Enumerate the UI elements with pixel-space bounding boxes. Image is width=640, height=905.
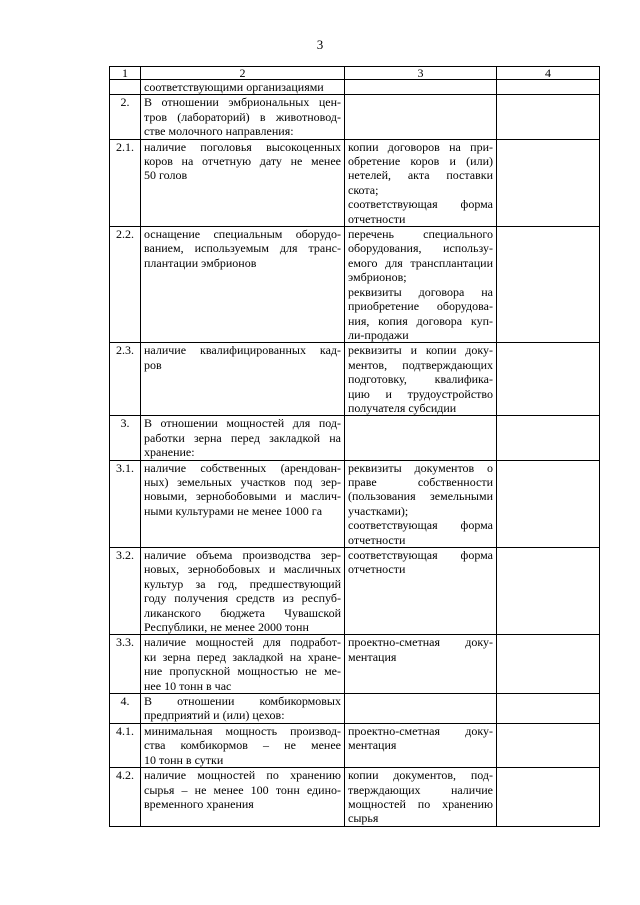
row-number-cell: 4.1. <box>110 723 141 767</box>
documents-cell <box>345 460 497 547</box>
cell-text-line: наличие объема производства зер- <box>144 548 341 562</box>
row-number-cell: 3.3. <box>110 635 141 694</box>
documents-cell <box>345 723 497 767</box>
cell-text-line: новыми, зернобобовыми и маслич- <box>144 489 341 504</box>
cell-text-line: реквизиты договора на <box>348 284 493 299</box>
criterion-cell <box>141 139 345 226</box>
row-number-cell: 3. <box>110 416 141 460</box>
cell-text-line: В отношении мощностей для под- <box>144 416 341 431</box>
cell-text-line: отчетности <box>348 562 406 577</box>
cell-text-line: эмбрионов; <box>348 270 407 285</box>
cell-text-line: минимальная мощность производ- <box>144 723 341 738</box>
cell-text-line: соответствующая форма <box>348 197 493 212</box>
cell-text-line: подготовку, квалифика- <box>348 372 493 387</box>
cell-text-line: году получения средств из респуб- <box>144 591 341 606</box>
cell-text-line: цию и трудоустройство <box>348 386 493 401</box>
notes-cell <box>497 548 600 635</box>
cell-text-line: работки зерна перед закладкой на <box>144 430 341 445</box>
table-row <box>110 227 600 343</box>
cell-text-line: наличие собственных (арендован- <box>144 460 341 475</box>
notes-cell <box>497 416 600 460</box>
table-row <box>110 723 600 767</box>
cell-text-line: ментация <box>348 738 397 753</box>
cell-text-line: тверждающих наличие <box>348 782 493 797</box>
cell-text-line: сырья – не менее 100 тонн едино- <box>144 782 341 797</box>
cell-text-line: ментация <box>348 649 397 664</box>
cell-text-line: соответствующими организациями <box>144 80 324 94</box>
cell-text-line: ние пропускной мощностью не ме- <box>144 664 341 679</box>
cell-text-line: ментов, подтверждающих <box>348 357 493 372</box>
cell-text-line: оборудования, использу- <box>348 241 493 256</box>
cell-text-line: наличие мощностей по хранению <box>144 768 341 783</box>
cell-text-line: мощностей по хранению <box>348 796 493 811</box>
criterion-cell <box>141 227 345 343</box>
table-row <box>110 416 600 460</box>
row-number-cell: 3.1. <box>110 460 141 547</box>
cell-text-line: В отношении эмбриональных цен- <box>144 95 341 110</box>
row-number-cell <box>110 80 141 95</box>
row-number-cell: 3.2. <box>110 548 141 635</box>
cell-text-line: праве собственности <box>348 474 493 489</box>
cell-text-line: ли-продажи <box>348 327 409 342</box>
row-number-cell: 2.3. <box>110 343 141 416</box>
notes-cell <box>497 95 600 139</box>
cell-text-line: получателя субсидии <box>348 400 457 415</box>
notes-cell <box>497 343 600 416</box>
cell-text-line: проектно-сметная доку- <box>348 635 493 650</box>
notes-cell <box>497 460 600 547</box>
documents-cell <box>345 635 497 694</box>
criterion-cell <box>141 343 345 416</box>
cell-text-line: временного хранения <box>144 796 254 811</box>
cell-text-line: коров на отчетную дату не менее <box>144 154 341 169</box>
cell-text-line: ванием, используемым для транс- <box>144 241 341 256</box>
cell-text-line: наличие поголовья высокоценных <box>144 139 341 154</box>
cell-text-line: плантации эмбрионов <box>144 255 257 270</box>
notes-cell <box>497 768 600 827</box>
row-number-cell: 2.1. <box>110 139 141 226</box>
cell-text-line: культур за год, предшествующий <box>144 576 341 591</box>
criterion-cell <box>141 548 345 635</box>
criterion-cell <box>141 416 345 460</box>
criterion-cell <box>141 723 345 767</box>
notes-cell <box>497 139 600 226</box>
cell-text-line: ства комбикормов – не менее <box>144 738 341 753</box>
cell-text-line: реквизиты и копии доку- <box>348 343 493 358</box>
cell-text-line: копии договоров на при- <box>348 139 493 154</box>
documents-cell <box>345 768 497 827</box>
cell-text-line: наличие мощностей для подработ- <box>144 635 341 650</box>
table-row <box>110 635 600 694</box>
row-number-cell: 2. <box>110 95 141 139</box>
cell-text-line: ров <box>144 357 162 372</box>
notes-cell <box>497 635 600 694</box>
table-row <box>110 80 600 95</box>
notes-cell <box>497 227 600 343</box>
cell-text-line: ния, копия договора куп- <box>348 313 493 328</box>
table-row <box>110 343 600 416</box>
cell-text-line: копии документов, под- <box>348 768 493 783</box>
notes-cell <box>497 723 600 767</box>
cell-text-line: предприятий и (или) цехов: <box>144 708 285 723</box>
column-header-4: 4 <box>497 67 600 80</box>
cell-text-line: (пользования земельными <box>348 489 493 504</box>
table-row <box>110 548 600 635</box>
cell-text-line: новых, зернобобовых и масличных <box>144 562 341 577</box>
column-header-2: 2 <box>141 67 345 80</box>
cell-text-line: тров (лабораторий) в животновод- <box>144 109 341 124</box>
table-row <box>110 768 600 827</box>
cell-text-line: стве молочного направления: <box>144 124 294 139</box>
cell-text-line: приобретение оборудова- <box>348 299 493 314</box>
cell-text-line: отчетности <box>348 211 406 226</box>
cell-text-line: ликанского бюджета Чувашской <box>144 605 341 620</box>
cell-text-line: обретение коров и (или) <box>348 154 493 169</box>
column-header-3: 3 <box>345 67 497 80</box>
cell-text-line: В отношении комбикормовых <box>144 694 341 709</box>
documents-cell <box>345 694 497 724</box>
cell-text-line: сырья <box>348 811 379 826</box>
requirements-table <box>109 66 600 827</box>
cell-text-line: нее 10 тонн в час <box>144 678 232 693</box>
cell-text-line: ных) земельных участков под зер- <box>144 474 341 489</box>
cell-text-line: емого для трансплантации <box>348 255 493 270</box>
table-body <box>110 80 600 827</box>
documents-cell <box>345 548 497 635</box>
cell-text-line: хранение: <box>144 445 195 460</box>
cell-text-line: ки зерна перед закладкой на хране- <box>144 649 341 664</box>
cell-text-line: соответствующая форма <box>348 548 493 562</box>
notes-cell <box>497 80 600 95</box>
row-number-cell: 4.2. <box>110 768 141 827</box>
cell-text-line: ными культурами не менее 1000 га <box>144 503 323 518</box>
cell-text-line: наличие квалифицированных кад- <box>144 343 341 358</box>
cell-text-line: отчетности <box>348 532 406 547</box>
cell-text-line: скота; <box>348 182 379 197</box>
cell-text-line: 10 тонн в сутки <box>144 752 224 767</box>
criterion-cell <box>141 460 345 547</box>
table-row <box>110 139 600 226</box>
documents-cell <box>345 343 497 416</box>
cell-text-line: 50 голов <box>144 168 188 183</box>
table-row <box>110 460 600 547</box>
column-header-1: 1 <box>110 67 141 80</box>
cell-text-line: перечень специального <box>348 227 493 242</box>
criterion-cell <box>141 694 345 724</box>
table-row <box>110 694 600 724</box>
row-number-cell: 2.2. <box>110 227 141 343</box>
cell-text-line: Республики, не менее 2000 тонн <box>144 620 309 635</box>
documents-cell <box>345 80 497 95</box>
table-header-row <box>110 67 600 80</box>
cell-text-line: проектно-сметная доку- <box>348 723 493 738</box>
table-row <box>110 95 600 139</box>
criterion-cell <box>141 80 345 95</box>
row-number-cell: 4. <box>110 694 141 724</box>
notes-cell <box>497 694 600 724</box>
cell-text-line: оснащение специальным оборудо- <box>144 227 341 242</box>
cell-text-line: соответствующая форма <box>348 518 493 533</box>
documents-cell <box>345 139 497 226</box>
criterion-cell <box>141 95 345 139</box>
page-number: 3 <box>316 37 324 52</box>
criterion-cell <box>141 768 345 827</box>
documents-cell <box>345 95 497 139</box>
cell-text-line: реквизиты документов о <box>348 460 493 475</box>
documents-cell <box>345 227 497 343</box>
cell-text-line: участками); <box>348 503 409 518</box>
documents-cell <box>345 416 497 460</box>
cell-text-line: нетелей, акта поставки <box>348 168 493 183</box>
criterion-cell <box>141 635 345 694</box>
